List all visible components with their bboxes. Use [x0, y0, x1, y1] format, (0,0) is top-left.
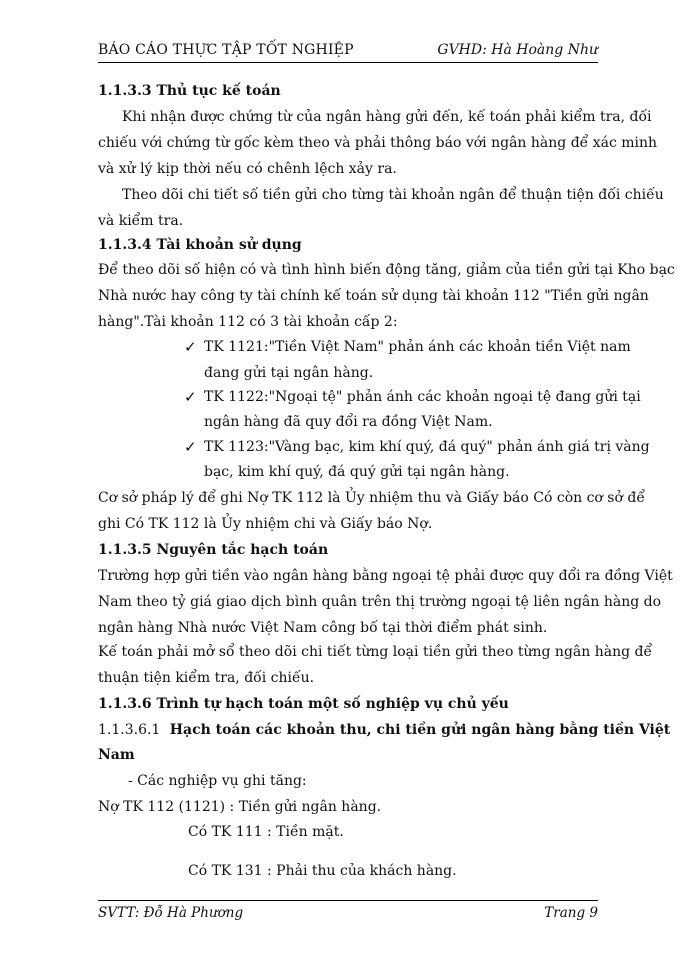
check-icon: ✓	[184, 338, 197, 356]
subsection-title: Hạch toán các khoản thu, chi tiền gửi ngân hàng bằng tiền Việt	[169, 722, 671, 738]
bullet-line: TK 1121:"Tiền Việt Nam" phản ánh các khoản tiền Việt nam	[204, 339, 631, 355]
subsection-heading-1-1-3-6-1	[98, 721, 671, 739]
bullet-line: bạc, kim khí quý, đá quý gửi tại ngân hàng.	[204, 464, 510, 480]
paragraph-line: ngân hàng Nhà nước Việt Nam công bố tại thời điểm phát sinh.	[98, 620, 548, 636]
subsection-number: 1.1.3.6.1	[98, 722, 161, 738]
paragraph-line: Trường hợp gửi tiền vào ngân hàng bằng ngoại tệ phải được quy đổi ra đồng Việt	[98, 568, 673, 584]
section-heading-1-1-3-6: 1.1.3.6 Trình tự hạch toán một số nghiệp vụ chủ yếu	[98, 696, 509, 712]
paragraph-line: ghi Có TK 112 là Ủy nhiệm chi và Giấy báo Nợ.	[98, 516, 433, 532]
subsection-title-cont: Nam	[98, 747, 135, 763]
paragraph-line: Kế toán phải mở sổ theo dõi chi tiết từng loại tiền gửi theo từng ngân hàng để	[98, 644, 653, 660]
credit-entry: Có TK 111 : Tiền mặt.	[188, 824, 344, 840]
bullet-line: đang gửi tại ngân hàng.	[204, 365, 374, 381]
paragraph-line: và kiểm tra.	[98, 213, 184, 229]
bullet-line: TK 1122:"Ngoại tệ" phản ánh các khoản ngoại tệ đang gửi tại	[204, 389, 641, 405]
section-heading-1-1-3-3: 1.1.3.3 Thủ tục kế toán	[98, 83, 281, 99]
page-footer	[98, 900, 598, 921]
footer-page-number: Trang 9	[544, 905, 598, 921]
bullet-line: ngân hàng đã quy đổi ra đồng Việt Nam.	[204, 414, 493, 430]
debit-entry: Nợ TK 112 (1121) : Tiền gửi ngân hàng.	[98, 799, 382, 815]
page-header	[98, 38, 598, 63]
footer-author: SVTT: Đỗ Hà Phương	[98, 905, 244, 921]
header-supervisor: GVHD: Hà Hoàng Như	[437, 42, 598, 58]
list-heading: - Các nghiệp vụ ghi tăng:	[128, 773, 307, 789]
paragraph-line: Theo dõi chi tiết số tiền gửi cho từng tài khoản ngân để thuận tiện đối chiếu	[122, 187, 664, 203]
section-heading-1-1-3-4: 1.1.3.4 Tài khoản sử dụng	[98, 237, 302, 253]
paragraph-line: và xử lý kịp thời nếu có chênh lệch xảy ra.	[98, 161, 397, 177]
credit-entry: Có TK 131 : Phải thu của khách hàng.	[188, 863, 457, 879]
paragraph-line: Nhà nước hay công ty tài chính kế toán sử dụng tài khoản 112 "Tiền gửi ngân	[98, 288, 649, 304]
bullet-line: TK 1123:"Vàng bạc, kim khí quý, đá quý" phản ánh giá trị vàng	[204, 439, 650, 455]
paragraph-line: Khi nhận được chứng từ của ngân hàng gửi đến, kế toán phải kiểm tra, đối	[122, 109, 652, 125]
section-heading-1-1-3-5: 1.1.3.5 Nguyên tắc hạch toán	[98, 542, 329, 558]
paragraph-line: chiếu với chứng từ gốc kèm theo và phải thông báo với ngân hàng để xác minh	[98, 135, 658, 151]
check-icon: ✓	[184, 438, 197, 456]
paragraph-line: Để theo dõi số hiện có và tình hình biến động tăng, giảm của tiền gửi tại Kho bạc	[98, 262, 675, 278]
paragraph-line: hàng".Tài khoản 112 có 3 tài khoản cấp 2:	[98, 314, 398, 330]
paragraph-line: thuận tiện kiểm tra, đối chiếu.	[98, 670, 315, 686]
paragraph-line: Cơ sở pháp lý để ghi Nợ TK 112 là Ủy nhiệm thu và Giấy báo Có còn cơ sở để	[98, 490, 645, 506]
check-icon: ✓	[184, 388, 197, 406]
header-title: BÁO CÁO THỰC TẬP TỐT NGHIỆP	[98, 42, 354, 58]
paragraph-line: Nam theo tỷ giá giao dịch bình quân trên thị trường ngoại tệ liên ngân hàng do	[98, 594, 662, 610]
